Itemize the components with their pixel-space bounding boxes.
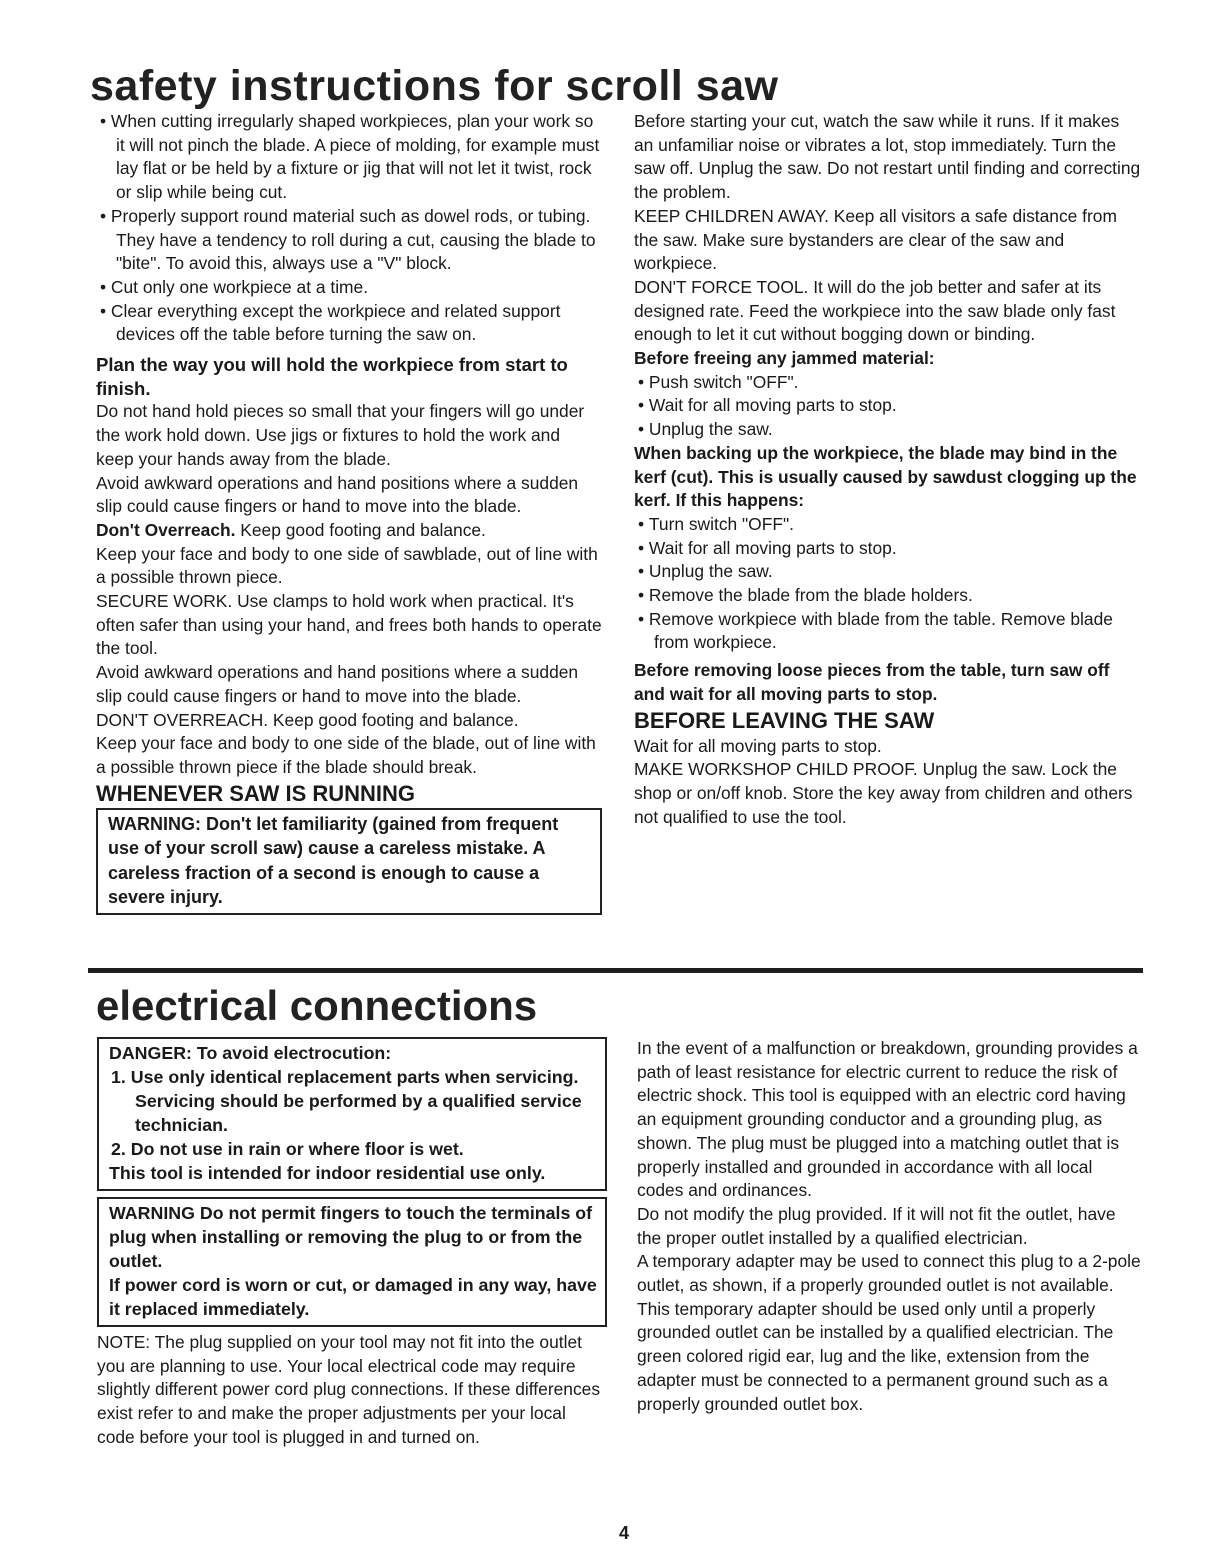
dont-overreach-paragraph: DON'T OVERREACH. Keep good footing and balance. (96, 709, 519, 730)
whenever-heading: WHENEVER SAW IS RUNNING (96, 780, 416, 806)
loose-pieces-heading: Before removing loose pieces from the table, turn saw off and wait for all moving parts to stop. (634, 660, 1110, 704)
warning-box: WARNING: Don't let familiarity (gained from frequent use of your scroll saw) cause a careless mistake. A careless fraction of a second is enough to cause a severe injury. (96, 808, 602, 916)
overreach-label: Don't Overreach. (96, 519, 236, 540)
danger-item: 2. Do not use in rain or where floor is wet. (111, 1139, 464, 1159)
section-divider (88, 968, 1143, 973)
backing-bullet: • Turn switch "OFF". (634, 513, 1142, 537)
electrical-left-column (97, 1037, 607, 1450)
safety-bullet: • Cut only one workpiece at a time. (96, 276, 602, 300)
danger-item: 1. Use only identical replacement parts when servicing. Servicing should be performed by a qualified service technician. (111, 1067, 582, 1135)
children-paragraph: KEEP CHILDREN AWAY. Keep all visitors a safe distance from the saw. Make sure bystanders are clear of the saw and workpiece. (634, 205, 1117, 274)
cord-warning-line: If power cord is worn or cut, or damaged in any way, have it replaced immediately. (109, 1275, 597, 1319)
modify-plug-paragraph: Do not modify the plug provided. If it will not fit the outlet, have the proper outlet installed by a qualified electrician. (637, 1203, 1116, 1248)
backing-bullet: • Remove the blade from the blade holders. (634, 584, 1142, 608)
terminal-warning-line: WARNING Do not permit fingers to touch the terminals of plug when installing or removing the plug to or from the outlet. (109, 1203, 593, 1271)
grounding-paragraph: In the event of a malfunction or breakdown, grounding provides a path of least resistance for electric current to reduce the risk of electric shock. This tool is equipped with an electric cord having an equipment grounding conductor and a grounding plug, as shown. The plug must be plugged into a matching outlet that is properly installed and grounded in accordance with all local codes and ordinances. (637, 1038, 1138, 1201)
secure-work-paragraph: SECURE WORK. Use clamps to hold work when practical. It's often safer than using your hand, and frees both hands to operate the tool. (96, 591, 602, 659)
terminal-warning-box (97, 1197, 607, 1327)
page-number: 4 (619, 1523, 630, 1543)
safety-right-column (634, 110, 1142, 829)
page-title: safety instructions for scroll saw (90, 62, 779, 110)
jammed-bullet: • Wait for all moving parts to stop. (634, 394, 1142, 418)
indoor-use-text: This tool is intended for indoor residential use only. (109, 1163, 546, 1183)
before-leaving-heading: BEFORE LEAVING THE SAW (634, 707, 935, 733)
before-start-paragraph: Before starting your cut, watch the saw while it runs. If it makes an unfamiliar noise or vibrates a lot, stop immediately. Turn the saw off. Unplug the saw. Do not restart until finding and correcting the problem. (634, 111, 1141, 203)
backing-heading: When backing up the workpiece, the blade may bind in the kerf (cut). This is usually caused by sawdust clogging up the kerf. If this happens: (634, 442, 1137, 511)
jammed-bullet: • Unplug the saw. (634, 418, 1142, 442)
backing-bullet: • Remove workpiece with blade from the table. Remove blade from workpiece. (634, 608, 1142, 655)
overreach-text: Keep good footing and balance. (235, 519, 486, 540)
safety-bullet: • Clear everything except the workpiece and related support devices off the table before turning the saw on. (96, 300, 602, 347)
backing-bullet: • Wait for all moving parts to stop. (634, 537, 1142, 561)
hand-hold-paragraph: Do not hand hold pieces so small that your fingers will go under the work hold down. Use jigs or fixtures to hold the work and keep your hands away from the blade. (96, 401, 585, 469)
avoid-paragraph-2: Avoid awkward operations and hand positions where a sudden slip could cause fingers or hand to move into the blade. (96, 662, 579, 706)
workshop-paragraph: MAKE WORKSHOP CHILD PROOF. Unplug the saw. Lock the shop or on/off knob. Store the key away from children and others not qualified to use the tool. (634, 759, 1133, 827)
safety-bullet: • Properly support round material such as dowel rods, or tubing. They have a tendency to roll during a cut, causing the blade to "bite". To avoid this, always use a "V" block. (96, 205, 602, 276)
wait-paragraph: Wait for all moving parts to stop. (634, 735, 882, 756)
backing-bullet: • Unplug the saw. (634, 560, 1142, 584)
avoid-paragraph: Avoid awkward operations and hand positions where a sudden slip could cause fingers or hand to move into the blade. (96, 472, 579, 517)
plan-heading: Plan the way you will hold the workpiece from start to finish. (96, 354, 568, 399)
danger-heading: DANGER: To avoid electrocution: (109, 1043, 392, 1063)
overreach-paragraph (96, 519, 602, 543)
jammed-heading: Before freeing any jammed material: (634, 348, 935, 369)
safety-bullet: • When cutting irregularly shaped workpieces, plan your work so it will not pinch the blade. A piece of molding, for example must lay flat or be held by a fixture or jig that will not let it twist, rock or slip while being cut. (96, 110, 602, 205)
safety-left-column (96, 110, 602, 915)
danger-box (97, 1037, 607, 1191)
note-paragraph: NOTE: The plug supplied on your tool may not fit into the outlet you are planning to use. Your local electrical code may require slightly different power cord plug connections. If these differences exist refer to and make the proper adjustments per your local code before your tool is plugged in and turned on. (97, 1332, 601, 1447)
adapter-paragraph: A temporary adapter may be used to connect this plug to a 2-pole outlet, as shown, if a properly grounded outlet is not available. This temporary adapter should be used only until a properly grounded outlet can be installed by a qualified electrician. The green colored rigid ear, lug and the like, extension from the adapter must be connected to a permanent ground such as a properly grounded outlet box. (637, 1251, 1141, 1414)
electrical-right-column (637, 1037, 1143, 1416)
face-paragraph: Keep your face and body to one side of sawblade, out of line with a possible thrown piece. (96, 543, 598, 588)
jammed-bullet: • Push switch "OFF". (634, 371, 1142, 395)
electrical-title: electrical connections (96, 982, 538, 1029)
force-paragraph: DON'T FORCE TOOL. It will do the job better and safer at its designed rate. Feed the workpiece into the saw blade only fast enough to let it cut without bogging down or binding. (634, 276, 1116, 345)
face-paragraph-2: Keep your face and body to one side of the blade, out of line with a possible thrown piece if the blade should break. (96, 733, 596, 777)
